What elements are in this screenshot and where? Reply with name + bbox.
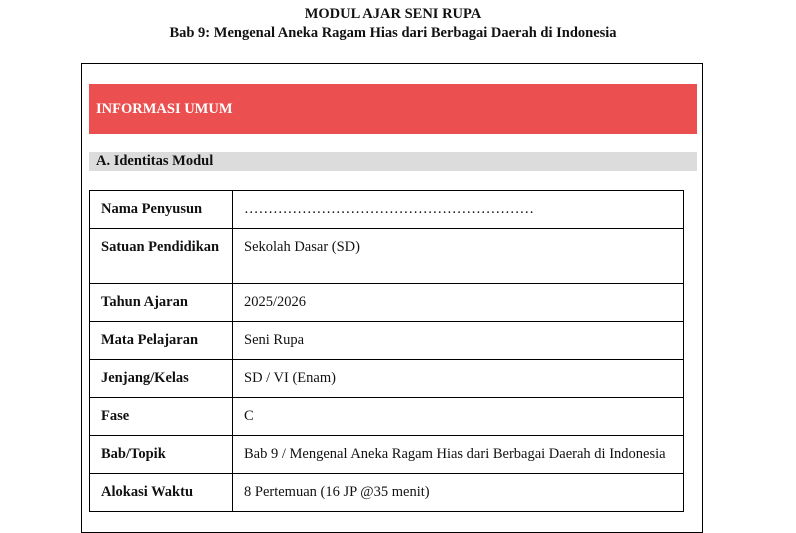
table-row	[90, 322, 684, 360]
row-value: Sekolah Dasar (SD)	[233, 229, 684, 284]
row-value: Seni Rupa	[233, 322, 684, 360]
row-label: Satuan Pendidikan	[90, 229, 233, 284]
table-row	[90, 191, 684, 229]
row-value: ……………………………………………………	[233, 191, 684, 229]
table-row	[90, 436, 684, 474]
content-frame	[81, 63, 703, 533]
identity-table	[89, 190, 684, 512]
table-row	[90, 474, 684, 512]
row-label: Bab/Topik	[90, 436, 233, 474]
document-subtitle: Bab 9: Mengenal Aneka Ragam Hias dari Berbagai Daerah di Indonesia	[169, 25, 617, 41]
row-value: 2025/2026	[233, 284, 684, 322]
row-label: Fase	[90, 398, 233, 436]
table-row	[90, 398, 684, 436]
row-value: C	[233, 398, 684, 436]
subsection-heading: A. Identitas Modul	[89, 152, 697, 171]
document-title: MODUL AJAR SENI RUPA	[304, 6, 482, 22]
row-label: Tahun Ajaran	[90, 284, 233, 322]
document-header	[0, 6, 786, 42]
table-row	[90, 360, 684, 398]
row-value: Bab 9 / Mengenal Aneka Ragam Hias dari Berbagai Daerah di Indonesia	[233, 436, 684, 474]
row-label: Jenjang/Kelas	[90, 360, 233, 398]
row-label: Nama Penyusun	[90, 191, 233, 229]
table-row	[90, 284, 684, 322]
row-value: 8 Pertemuan (16 JP @35 menit)	[233, 474, 684, 512]
row-value: SD / VI (Enam)	[233, 360, 684, 398]
row-label: Mata Pelajaran	[90, 322, 233, 360]
row-label: Alokasi Waktu	[90, 474, 233, 512]
table-row	[90, 229, 684, 284]
section-banner: INFORMASI UMUM	[89, 84, 697, 134]
